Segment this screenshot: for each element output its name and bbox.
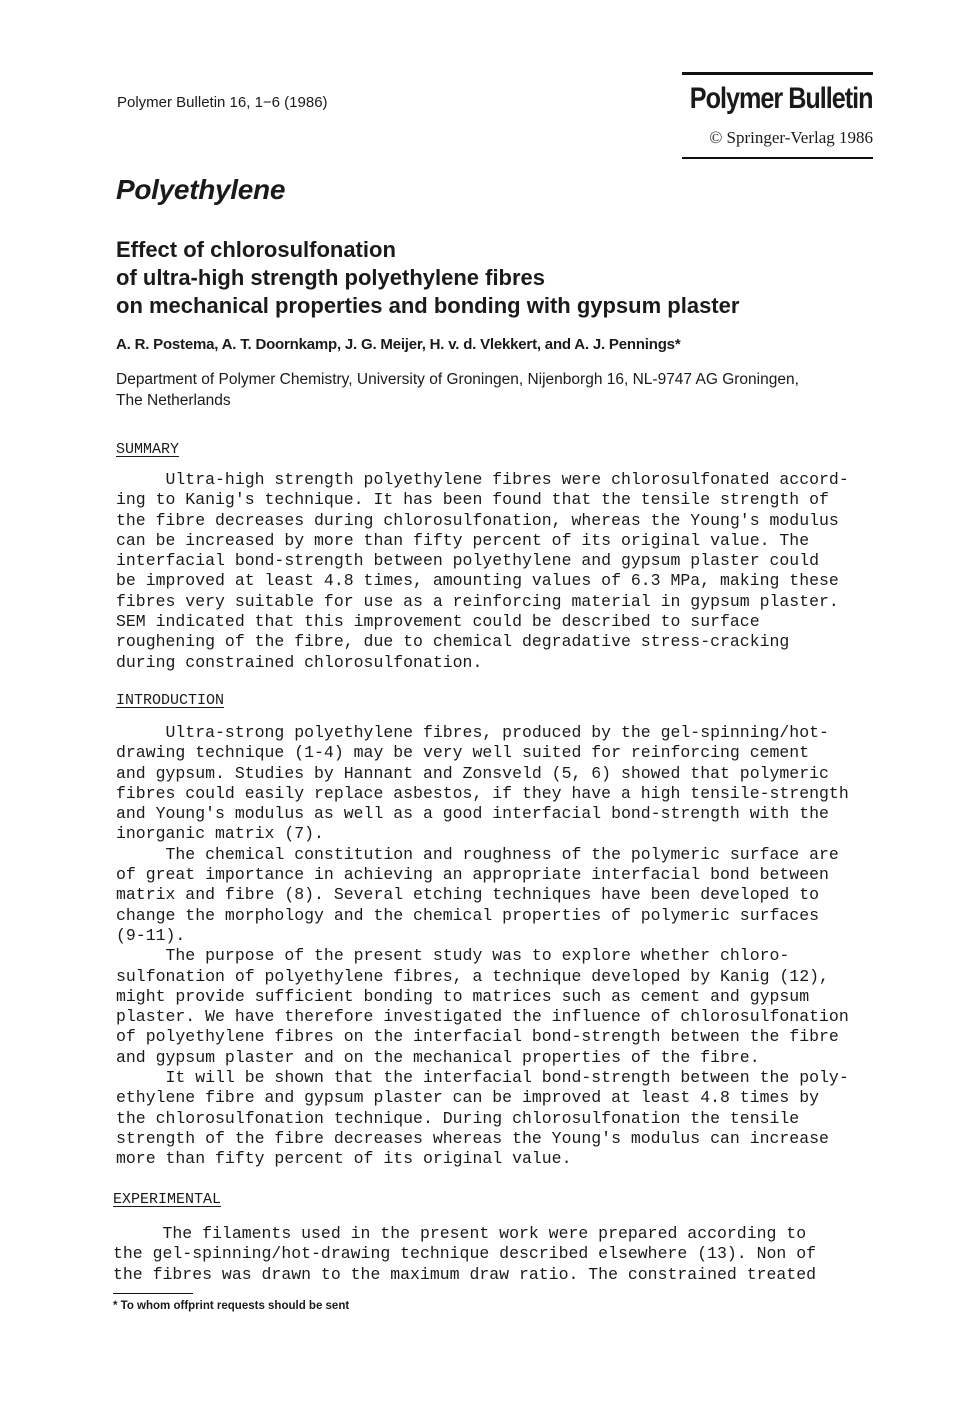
footnote: * To whom offprint requests should be sent [113, 1300, 350, 1312]
text-line: of great importance in achieving an appropriate interfacial bond between [116, 865, 829, 885]
text-line: matrix and fibre (8). Several etching techniques have been developed to [116, 885, 820, 905]
text-line: interfacial bond-strength between polyethylene and gypsum plaster could [116, 551, 820, 571]
text-line: fibres could easily replace asbestos, if they have a high tensile-strength [116, 783, 849, 803]
text-line: the fibres was drawn to the maximum draw ratio. The constrained treated [113, 1264, 817, 1284]
text-line: ethylene fibre and gypsum plaster can be improved at least 4.8 times by [116, 1088, 820, 1108]
text-line: inorganic matrix (7). [116, 824, 324, 844]
summary-body [116, 470, 876, 673]
text-line: roughening of the fibre, due to chemical degradative stress-cracking [116, 632, 790, 652]
text-line: can be increased by more than fifty percent of its original value. The [116, 530, 810, 550]
masthead-bottom-rule [682, 157, 873, 159]
text-line: plaster. We have therefore investigated the influence of chlorosulfonation [116, 1007, 849, 1027]
topic-heading: Polyethylene [116, 174, 286, 205]
introduction-heading: INTRODUCTION [116, 692, 225, 709]
text-line: (9-11). [116, 925, 186, 945]
publisher-copyright: © Springer-Verlag 1986 [709, 128, 873, 147]
text-line: Ultra-high strength polyethylene fibres were chlorosulfonated accord- [116, 470, 849, 489]
text-line: be improved at least 4.8 times, amounting values of 6.3 MPa, making these [116, 571, 839, 591]
introduction-body [116, 723, 876, 1170]
text-line: of polyethylene fibres on the interfacial bond-strength between the fibre [116, 1027, 839, 1047]
masthead-top-rule [682, 72, 873, 75]
text-line: during constrained chlorosulfonation. [116, 652, 483, 672]
journal-citation: Polymer Bulletin 16, 1−6 (1986) [117, 94, 328, 111]
text-line: the gel-spinning/hot-drawing technique described elsewhere (13). Non of [113, 1244, 817, 1264]
affiliation [116, 369, 886, 411]
text-line: might provide sufficient bonding to matrices such as cement and gypsum [116, 986, 810, 1006]
experimental-heading: EXPERIMENTAL [113, 1191, 222, 1208]
text-line: more than fifty percent of its original value. [116, 1149, 572, 1169]
experimental-body [113, 1224, 873, 1285]
text-line: ing to Kanig's technique. It has been found that the tensile strength of [116, 490, 829, 510]
text-line: sulfonation of polyethylene fibres, a technique developed by Kanig (12), [116, 966, 829, 986]
text-line: Ultra-strong polyethylene fibres, produced by the gel-spinning/hot- [116, 723, 829, 742]
text-line: strength of the fibre decreases whereas the Young's modulus can increase [116, 1128, 829, 1148]
text-line: It will be shown that the interfacial bond-strength between the poly- [116, 1068, 849, 1088]
text-line: fibres very suitable for use as a reinforcing material in gypsum plaster. [116, 591, 839, 611]
text-line: change the morphology and the chemical properties of polymeric surfaces [116, 905, 820, 925]
text-line: and gypsum plaster and on the mechanical properties of the fibre. [116, 1047, 760, 1067]
affiliation-line: Department of Polymer Chemistry, University of Groningen, Nijenborgh 16, NL-9747 AG Groningen, [116, 371, 799, 388]
text-line: and gypsum. Studies by Hannant and Zonsveld (5, 6) showed that polymeric [116, 763, 829, 783]
text-line: and Young's modulus as well as a good interfacial bond-strength with the [116, 804, 829, 824]
title-line: on mechanical properties and bonding with gypsum plaster [116, 293, 740, 318]
text-line: The purpose of the present study was to explore whether chloro- [116, 946, 790, 966]
text-line: the chlorosulfonation technique. During chlorosulfonation the tensile [116, 1108, 800, 1128]
text-line: The filaments used in the present work were prepared according to [113, 1224, 807, 1243]
text-line: SEM indicated that this improvement could be described to surface [116, 612, 760, 632]
text-line: The chemical constitution and roughness of the polymeric surface are [116, 844, 839, 864]
text-line: drawing technique (1-4) may be very well suited for reinforcing cement [116, 743, 810, 763]
affiliation-line: The Netherlands [116, 392, 231, 409]
title-line: of ultra-high strength polyethylene fibres [116, 265, 546, 290]
text-line: the fibre decreases during chlorosulfonation, whereas the Young's modulus [116, 510, 839, 530]
footnote-rule [113, 1293, 193, 1294]
author-list: A. R. Postema, A. T. Doornkamp, J. G. Meijer, H. v. d. Vlekkert, and A. J. Pennings* [116, 336, 681, 353]
title-line: Effect of chlorosulfonation [116, 237, 396, 262]
article-title [116, 236, 739, 320]
journal-name: Polymer Bulletin [690, 82, 873, 115]
summary-heading: SUMMARY [116, 441, 180, 458]
